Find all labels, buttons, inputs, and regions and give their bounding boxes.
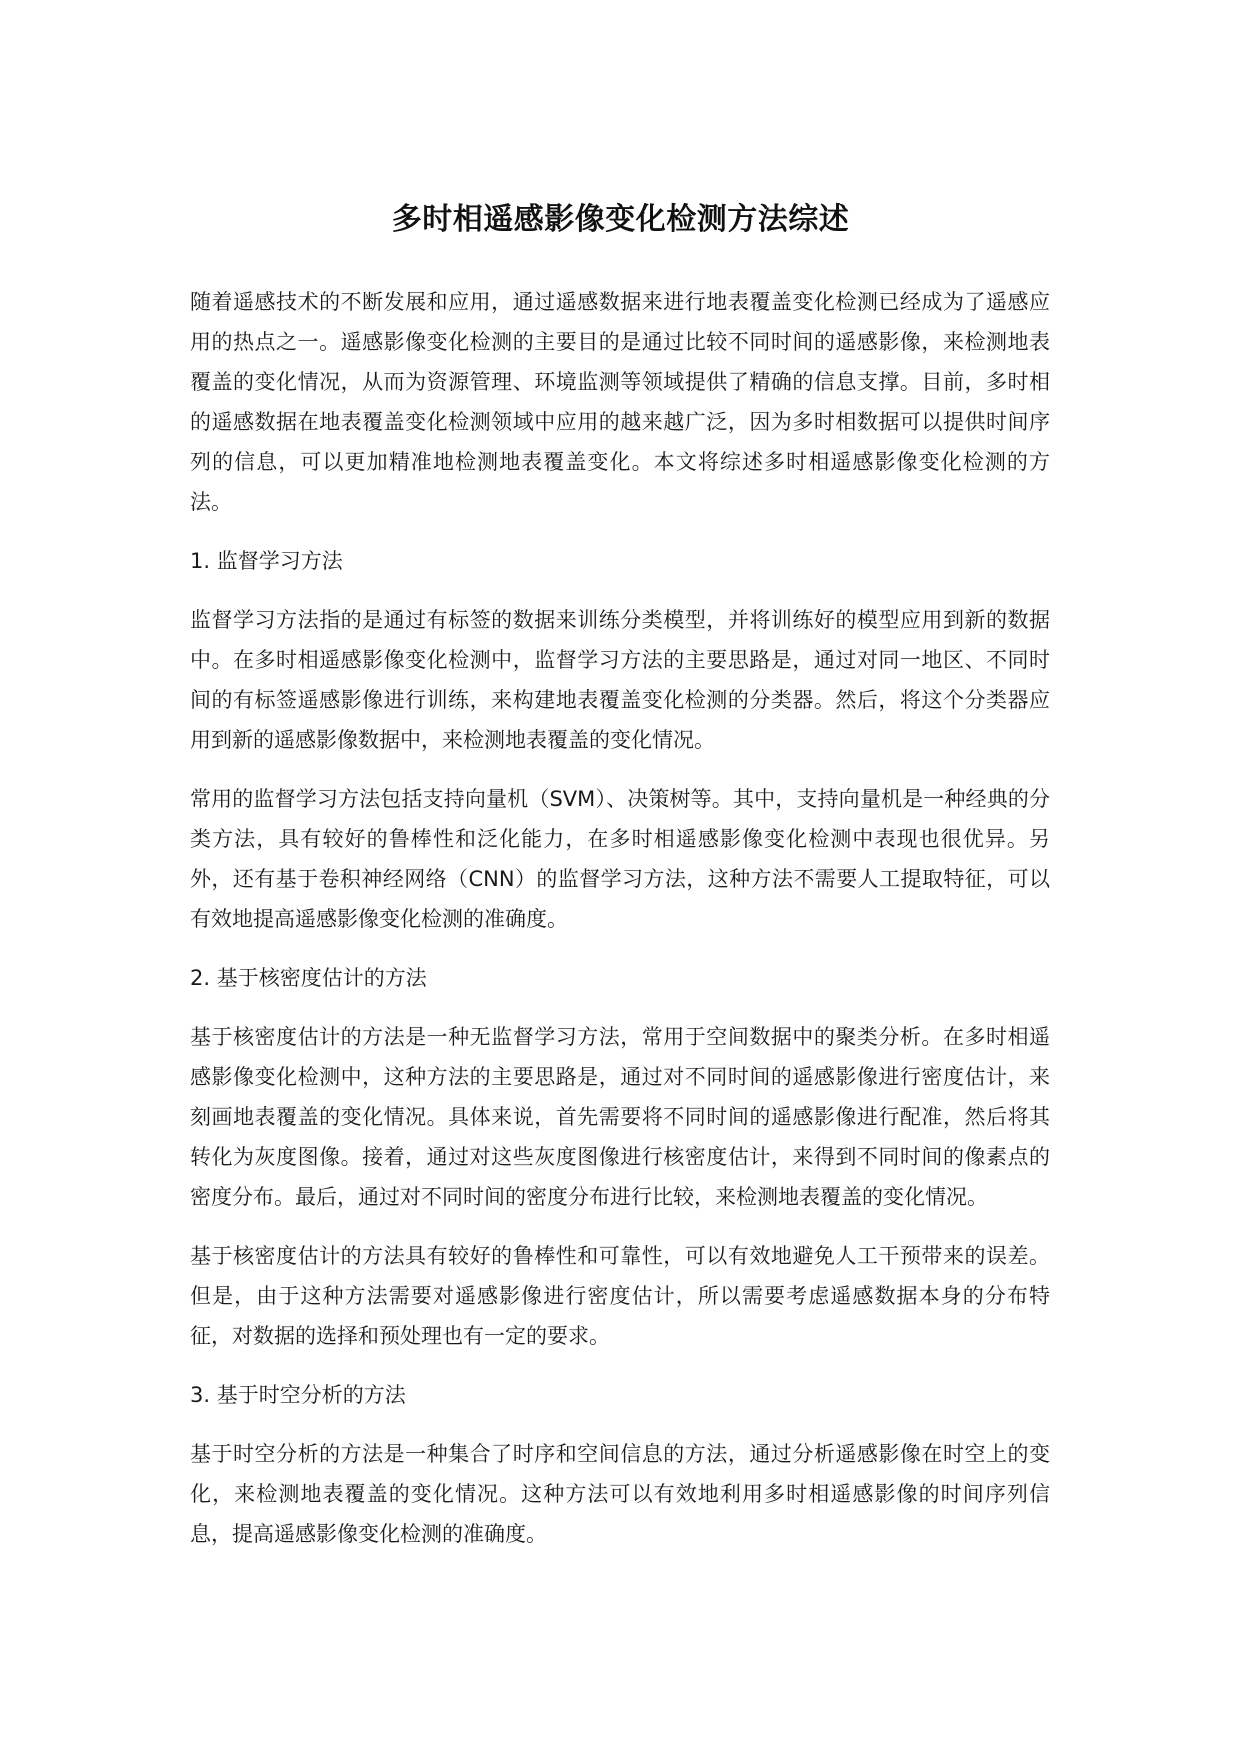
intro-paragraph: 随着遥感技术的不断发展和应用，通过遥感数据来进行地表覆盖变化检测已经成为了遥感应用的热点之一。遥感影像变化检测的主要目的是通过比较不同时间的遥感影像，来检测地表覆盖的变化情况，从而为资源管理、环境监测等领域提供了精确的信息支撑。目前，多时相的遥感数据在地表覆盖变化检测领域中应用的越来越广泛，因为多时相数据可以提供时间序列的信息，可以更加精准地检测地表覆盖变化。本文将综述多时相遥感影像变化检测的方法。 (190, 290, 1050, 514)
paragraph: 常用的监督学习方法包括支持向量机（SVM）、决策树等。其中，支持向量机是一种经典的分类方法，具有较好的鲁棒性和泛化能力，在多时相遥感影像变化检测中表现也很优异。另外，还有基于卷积神经网络（CNN）的监督学习方法，这种方法不需要人工提取特征，可以有效地提高遥感影像变化检测的准确度。 (190, 787, 1050, 931)
section-heading-kernel-density: 2. 基于核密度估计的方法 (190, 966, 427, 990)
paragraph: 基于时空分析的方法是一种集合了时序和空间信息的方法，通过分析遥感影像在时空上的变化，来检测地表覆盖的变化情况。这种方法可以有效地利用多时相遥感影像的时间序列信息，提高遥感影像变化检测的准确度。 (190, 1442, 1050, 1546)
document-body (190, 282, 1050, 1573)
paragraph: 监督学习方法指的是通过有标签的数据来训练分类模型，并将训练好的模型应用到新的数据中。在多时相遥感影像变化检测中，监督学习方法的主要思路是，通过对同一地区、不同时间的有标签遥感影像进行训练，来构建地表覆盖变化检测的分类器。然后，将这个分类器应用到新的遥感影像数据中，来检测地表覆盖的变化情况。 (190, 608, 1050, 752)
section-heading-supervised-learning: 1. 监督学习方法 (190, 549, 343, 573)
paragraph: 基于核密度估计的方法具有较好的鲁棒性和可靠性，可以有效地避免人工干预带来的误差。但是，由于这种方法需要对遥感影像进行密度估计，所以需要考虑遥感数据本身的分布特征，对数据的选择和预处理也有一定的要求。 (190, 1244, 1050, 1348)
paragraph: 基于核密度估计的方法是一种无监督学习方法，常用于空间数据中的聚类分析。在多时相遥感影像变化检测中，这种方法的主要思路是，通过对不同时间的遥感影像进行密度估计，来刻画地表覆盖的变化情况。具体来说，首先需要将不同时间的遥感影像进行配准，然后将其转化为灰度图像。接着，通过对这些灰度图像进行核密度估计，来得到不同时间的像素点的密度分布。最后，通过对不同时间的密度分布进行比较，来检测地表覆盖的变化情况。 (190, 1025, 1050, 1209)
section-heading-spatiotemporal: 3. 基于时空分析的方法 (190, 1383, 406, 1407)
document-title: 多时相遥感影像变化检测方法综述 (391, 202, 850, 238)
